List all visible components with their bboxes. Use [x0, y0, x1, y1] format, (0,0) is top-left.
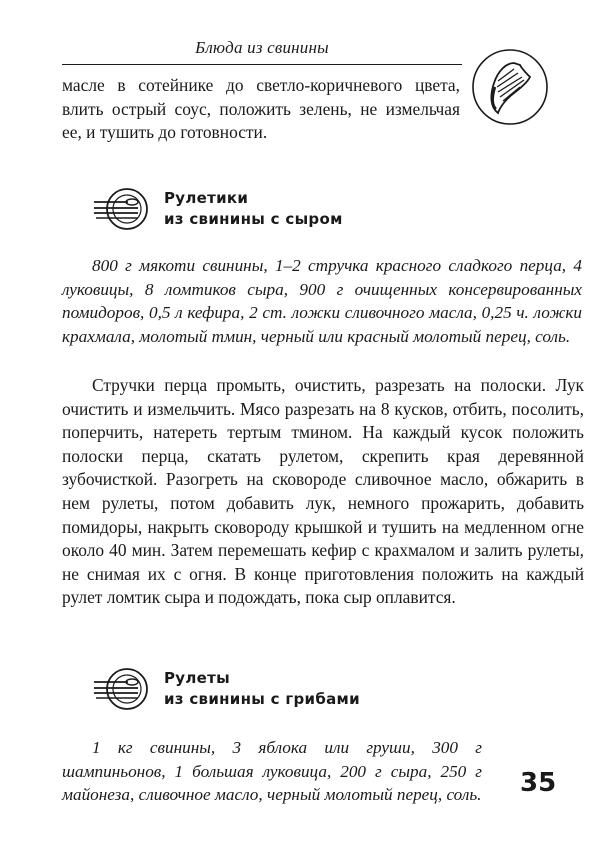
recipe-title-line1: Рулеты: [164, 669, 230, 687]
continuation-paragraph: масле в сотейнике до светло-коричневого цвета, влить острый соус, положить зелень, не измельчая ее, и тушить до готовности.: [62, 75, 460, 143]
header-rule: [62, 64, 462, 65]
ingredients-paragraph-2: 1 кг свинины, 3 яблока или груши, 300 г шампиньонов, 1 большая луковица, 200 г сыра, 250 г майонеза, сливочное масло, черный молотый перец, соль.: [62, 738, 482, 805]
running-header-title: Блюда из свинины: [195, 38, 329, 57]
recipe-heading-1: [92, 186, 343, 232]
recipe-heading-2: [92, 666, 360, 712]
recipe-title: [164, 188, 343, 230]
recipe-title-line2: из свинины с грибами: [164, 690, 360, 708]
ingredients-paragraph-1: 800 г мякоти свинины, 1–2 стручка красного сладкого перца, 4 луковицы, 8 ломтиков сыра, 900 г очищенных консервированных помидоров, 0,5 л кефира, 2 ст. ложки сливочного масла, 0,25 ч. ложки крахмала, молотый тмин, черный или красный молотый перец, соль.: [62, 256, 582, 346]
page-number: 35: [520, 768, 557, 798]
plate-cutlery-icon: [92, 186, 150, 232]
instructions-paragraph-1: Стручки перца промыть, очистить, разрезать на полоски. Лук очистить и измельчить. Мясо разрезать на 8 кусков, отбить, посолить, поперчить, натереть тертым тмином. На каждый кусок положить полоски перца, скатать рулетом, скрепить края деревянной зубочисткой. Разогреть на сковороде сливочное масло, обжарить в нем рулеты, потом добавить лук, немного прожарить, добавить помидоры, накрыть сковороду крышкой и тушить на медленном огне около 40 мин. Затем перемешать кефир с крахмалом и залить рулеты, не снимая их с огня. В конце приготовления положить на каждый рулет ломтик сыра и подождать, пока сыр оплавится.: [62, 375, 584, 608]
recipe-title: [164, 668, 360, 710]
recipe-title-line2: из свинины с сыром: [164, 210, 343, 228]
plate-cutlery-icon: [92, 666, 150, 712]
pork-cut-icon: [470, 47, 550, 127]
recipe-title-line1: Рулетики: [164, 189, 249, 207]
